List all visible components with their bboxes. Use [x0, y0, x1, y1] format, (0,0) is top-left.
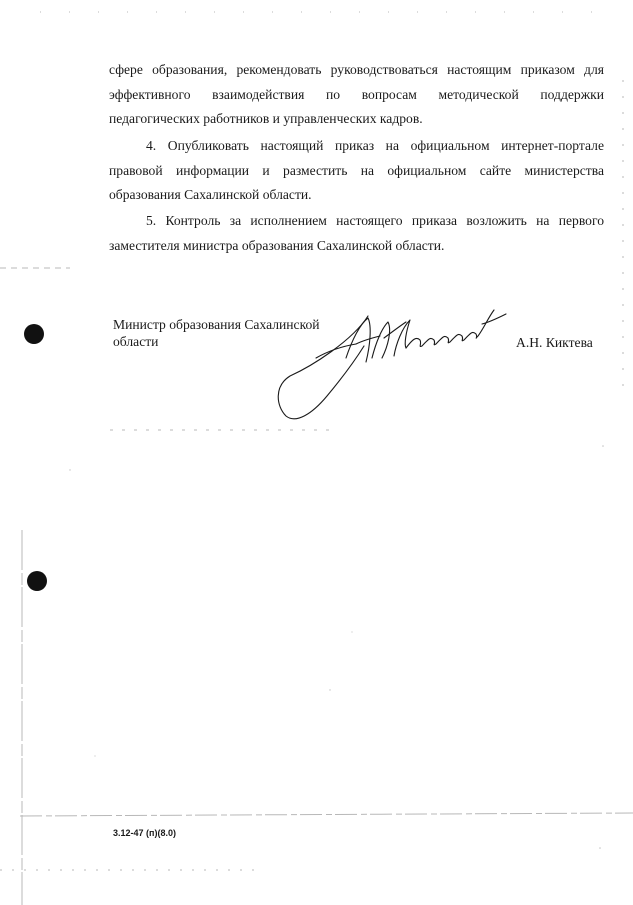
signer-name: А.Н. Киктева [516, 335, 593, 350]
punch-hole-bottom [27, 571, 47, 591]
signer-position-line2: области [113, 334, 159, 349]
document-code: 3.12-47 (п)(8.0) [113, 828, 176, 838]
punch-hole-top [24, 324, 44, 344]
paragraph-continuation: сфере образования, рекомендовать руководствоваться настоящим приказом для эффективного взаимодействия по вопросам методической поддержки педагогических работников и управленческих кадров. [109, 62, 604, 126]
paragraph-5: 5. Контроль за исполнением настоящего приказа возложить на первого заместителя министра образования Сахалинской области. [109, 213, 604, 253]
paragraph-4: 4. Опубликовать настоящий приказ на официальном интернет-портале правовой информации и разместить на официальном сайте министерства образования Сахалинской области. [109, 138, 604, 202]
signer-position-line1: Министр образования Сахалинской [113, 317, 320, 332]
handwritten-signature [272, 296, 512, 426]
